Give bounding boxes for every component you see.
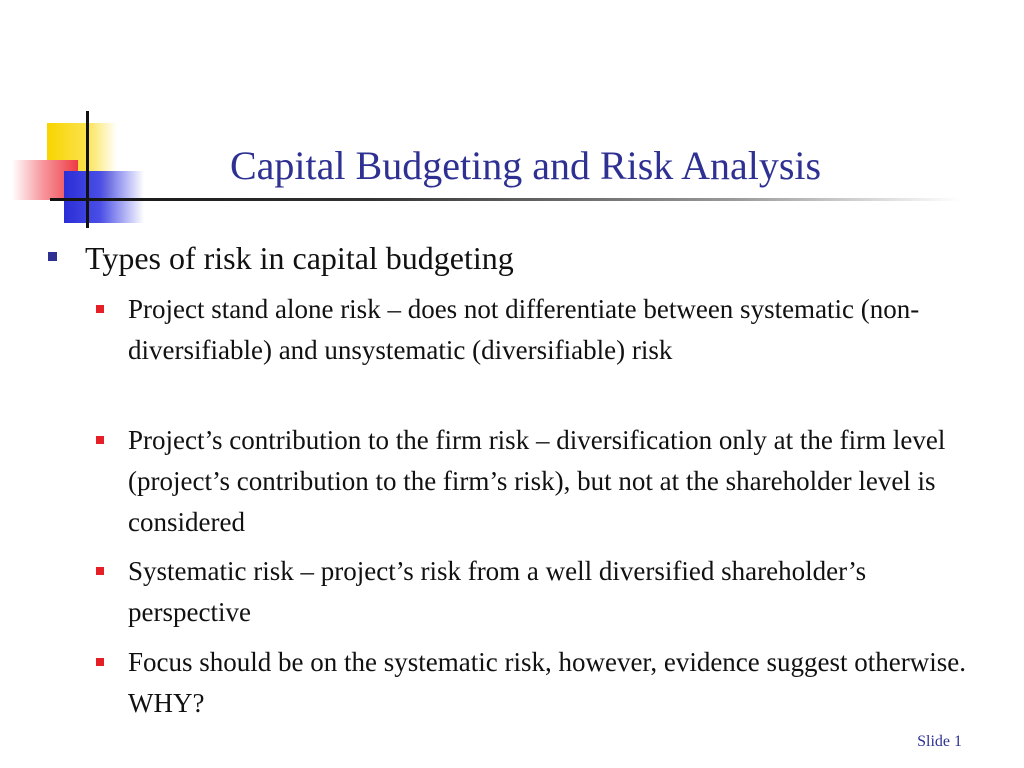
- slide-title: Capital Budgeting and Risk Analysis: [230, 143, 822, 188]
- square-bullet-icon: [96, 567, 104, 575]
- main-bullet-text: Types of risk in capital budgeting: [85, 240, 514, 276]
- logo-blue-square: [64, 171, 144, 223]
- sub-bullet-text: Project’s contribution to the firm risk – diversification only at the firm level (project’s contribution to the firm’s risk), but not at the shareholder level is considered: [128, 425, 946, 537]
- square-bullet-icon: [96, 436, 104, 444]
- logo-vertical-line: [86, 111, 89, 228]
- square-bullet-icon: [96, 305, 104, 313]
- sub-bullet-text: Focus should be on the systematic risk, however, evidence suggest otherwise. WHY?: [128, 647, 966, 718]
- sub-bullet-text: Project stand alone risk – does not differentiate between systematic (non-diversifiable) and unsystematic (diversifiable) risk: [128, 294, 920, 365]
- sub-bullet-text: Systematic risk – project’s risk from a well diversified shareholder’s perspective: [128, 556, 867, 627]
- title-underline: [50, 198, 960, 201]
- square-bullet-icon: [96, 658, 104, 666]
- square-bullet-icon: [48, 252, 57, 261]
- slide-number: Slide 1: [917, 733, 962, 750]
